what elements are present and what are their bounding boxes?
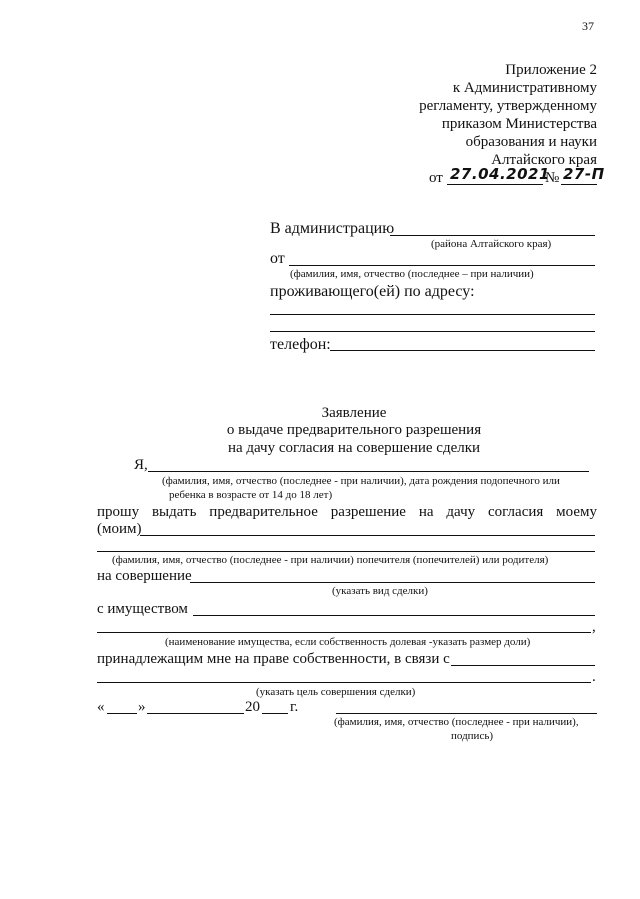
- date-close-quote: »: [138, 699, 146, 715]
- guardian-field-2[interactable]: [97, 551, 595, 552]
- purpose-field-2[interactable]: [97, 682, 591, 683]
- i-label: Я,: [134, 457, 148, 473]
- address-field-1[interactable]: [270, 314, 595, 315]
- appendix-from-label: от: [429, 170, 443, 186]
- title-line-1: Заявление: [321, 405, 387, 421]
- date-year-field[interactable]: [262, 713, 288, 714]
- appendix-line-5: образования и науки: [465, 134, 597, 150]
- date-line: [447, 184, 543, 185]
- request-word: выдать: [151, 504, 197, 520]
- date-open-quote: «: [97, 699, 105, 715]
- signature-field[interactable]: [336, 713, 597, 714]
- deal-field[interactable]: [190, 582, 595, 583]
- property-label: с имуществом: [97, 601, 188, 617]
- year-suffix: г.: [290, 699, 299, 715]
- year-prefix: 20: [245, 699, 260, 715]
- property-comma: ,: [592, 619, 596, 635]
- applicant-name-field[interactable]: [148, 471, 589, 472]
- from-hint: (фамилия, имя, отчество (последнее – при наличии): [290, 268, 534, 280]
- to-administration-field[interactable]: [390, 235, 595, 236]
- property-field-2[interactable]: [97, 632, 591, 633]
- property-field-1[interactable]: [193, 615, 595, 616]
- applicant-hint-1: (фамилия, имя, отчество (последнее - при наличии), дата рождения подопечного или: [162, 475, 560, 487]
- purpose-period: .: [592, 669, 596, 685]
- number-line: [561, 184, 597, 185]
- request-line: [97, 504, 597, 521]
- signature-hint-2: подпись): [451, 730, 494, 742]
- to-administration-hint: (района Алтайского края): [431, 238, 552, 250]
- purpose-hint: (указать цель совершения сделки): [256, 686, 416, 698]
- signature-hint-1: (фамилия, имя, отчество (последнее - при наличии),: [334, 716, 579, 728]
- title-line-3: на дачу согласия на совершение сделки: [227, 440, 481, 456]
- to-administration-label: В администрацию: [270, 220, 395, 237]
- request-word: предварительное: [209, 504, 318, 520]
- deal-hint: (указать вид сделки): [332, 585, 428, 597]
- date-month-field[interactable]: [147, 713, 244, 714]
- phone-label: телефон:: [270, 336, 331, 353]
- handwritten-date: 27.04.2021: [450, 165, 550, 183]
- appendix-line-4: приказом Министерства: [441, 116, 597, 132]
- request-word: прошу: [97, 504, 140, 520]
- handwritten-number: 27-П: [563, 165, 605, 183]
- request-word: разрешение: [330, 504, 406, 520]
- guardian-hint: (фамилия, имя, отчество (последнее - при наличии) попечителя (попечителей) или родителя): [112, 554, 549, 566]
- guardian-field-1[interactable]: [140, 535, 595, 536]
- number-sign: №: [545, 170, 560, 186]
- appendix-line-1: Приложение 2: [505, 62, 597, 78]
- page-number: 37: [582, 19, 594, 33]
- phone-field[interactable]: [330, 350, 595, 351]
- applicant-hint-2: ребенка в возрасте от 14 до 18 лет): [169, 489, 333, 501]
- title-line-2: о выдаче предварительного разрешения: [226, 422, 482, 438]
- request-word: согласия: [488, 504, 544, 520]
- appendix-line-2: к Административному: [452, 80, 597, 96]
- request-word: на: [418, 504, 434, 520]
- deal-label: на совершение: [97, 568, 192, 584]
- address-field-2[interactable]: [270, 331, 595, 332]
- owned-label: принадлежащим мне на праве собственности, в связи с: [97, 651, 450, 667]
- purpose-field-1[interactable]: [451, 665, 595, 666]
- property-hint: (наименование имущества, если собственность долевая -указать размер доли): [165, 636, 531, 648]
- date-day-field[interactable]: [107, 713, 137, 714]
- from-label: от: [270, 250, 285, 267]
- request-word: дачу: [446, 504, 476, 520]
- address-label: проживающего(ей) по адресу:: [270, 283, 475, 300]
- appendix-line-6: Алтайского края: [491, 152, 597, 168]
- appendix-line-3: регламенту, утвержденному: [419, 98, 597, 114]
- mine-label: (моим): [97, 521, 142, 537]
- from-field[interactable]: [289, 265, 595, 266]
- request-word: моему: [556, 504, 597, 520]
